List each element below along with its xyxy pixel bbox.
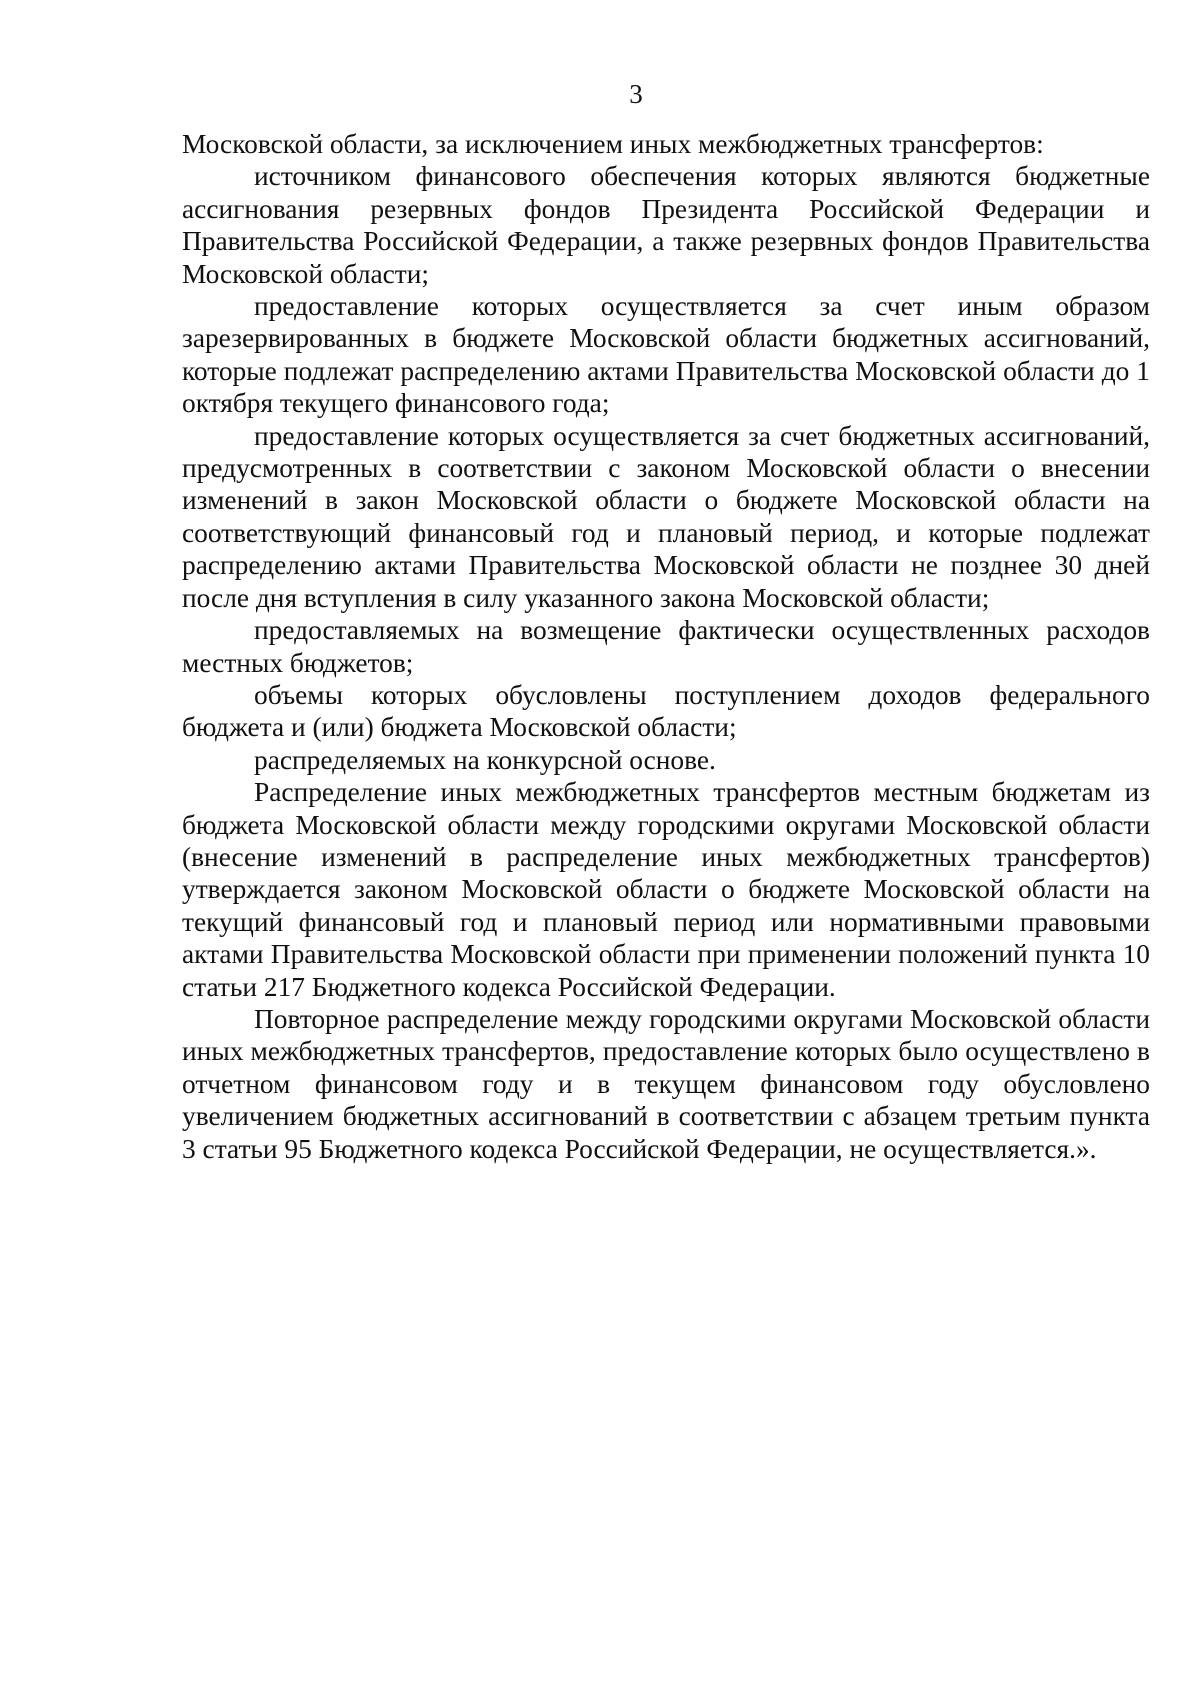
list-item-competitive-basis: распределяемых на конкурсной основе. [254, 744, 716, 775]
page-number: 3 [629, 79, 643, 109]
paragraph-distribution: Распределение иных межбюджетных трансфертов местным бюджетам из бюджета Московской области между городскими округами Московской области (внесение изменений в распределение иных межбюджетных трансфертов) утверждается законом Московской области о бюджете Московской области на текущий финансовый год и плановый период или нормативными правовыми актами Правительства Московской области при применении положений пункта 10 статьи 217 Бюджетного кодекса Российской Федерации. [182, 777, 1150, 1002]
paragraph-redistribution: Повторное распределение между городскими округами Московской области иных межбюджетных трансфертов, предоставление которых было осуществлено в отчетном финансовом году и в текущем финансовом году обусловлено увеличением бюджетных ассигнований в соответствии с абзацем третьим пункта 3 статьи 95 Бюджетного кодекса Российской Федерации, не осуществляется.». [182, 1003, 1150, 1164]
paragraph-continuation: Московской области, за исключением иных межбюджетных трансфертов: [182, 129, 1044, 159]
document-body [182, 128, 1150, 1165]
list-item-budget-law-amendments: предоставление которых осуществляется за счет бюджетных ассигнований, предусмотренных в соответствии с законом Московской области о внесении изменений в закон Московской области о бюджете Московской области на соответствующий финансовый год и плановый период, и которые подлежат распределению актами Правительства Московской области не позднее 30 дней после дня вступления в силу указанного закона Московской области; [182, 420, 1150, 613]
list-item-revenue-conditioned: объемы которых обусловлены поступлением доходов федерального бюджета и (или) бюджета Московской области; [182, 679, 1150, 743]
list-item-reserve-funds: источником финансового обеспечения которых являются бюджетные ассигнования резервных фондов Президента Российской Федерации и Правительства Российской Федерации, а также резервных фондов Правительства Московской области; [182, 161, 1150, 289]
list-item-reserved-allocations: предоставление которых осуществляется за счет иным образом зарезервированных в бюджете Московской области бюджетных ассигнований, которые подлежат распределению актами Правительства Московской области до 1 октября текущего финансового года; [182, 291, 1150, 419]
list-item-expense-reimbursement: предоставляемых на возмещение фактически осуществленных расходов местных бюджетов; [182, 615, 1150, 678]
